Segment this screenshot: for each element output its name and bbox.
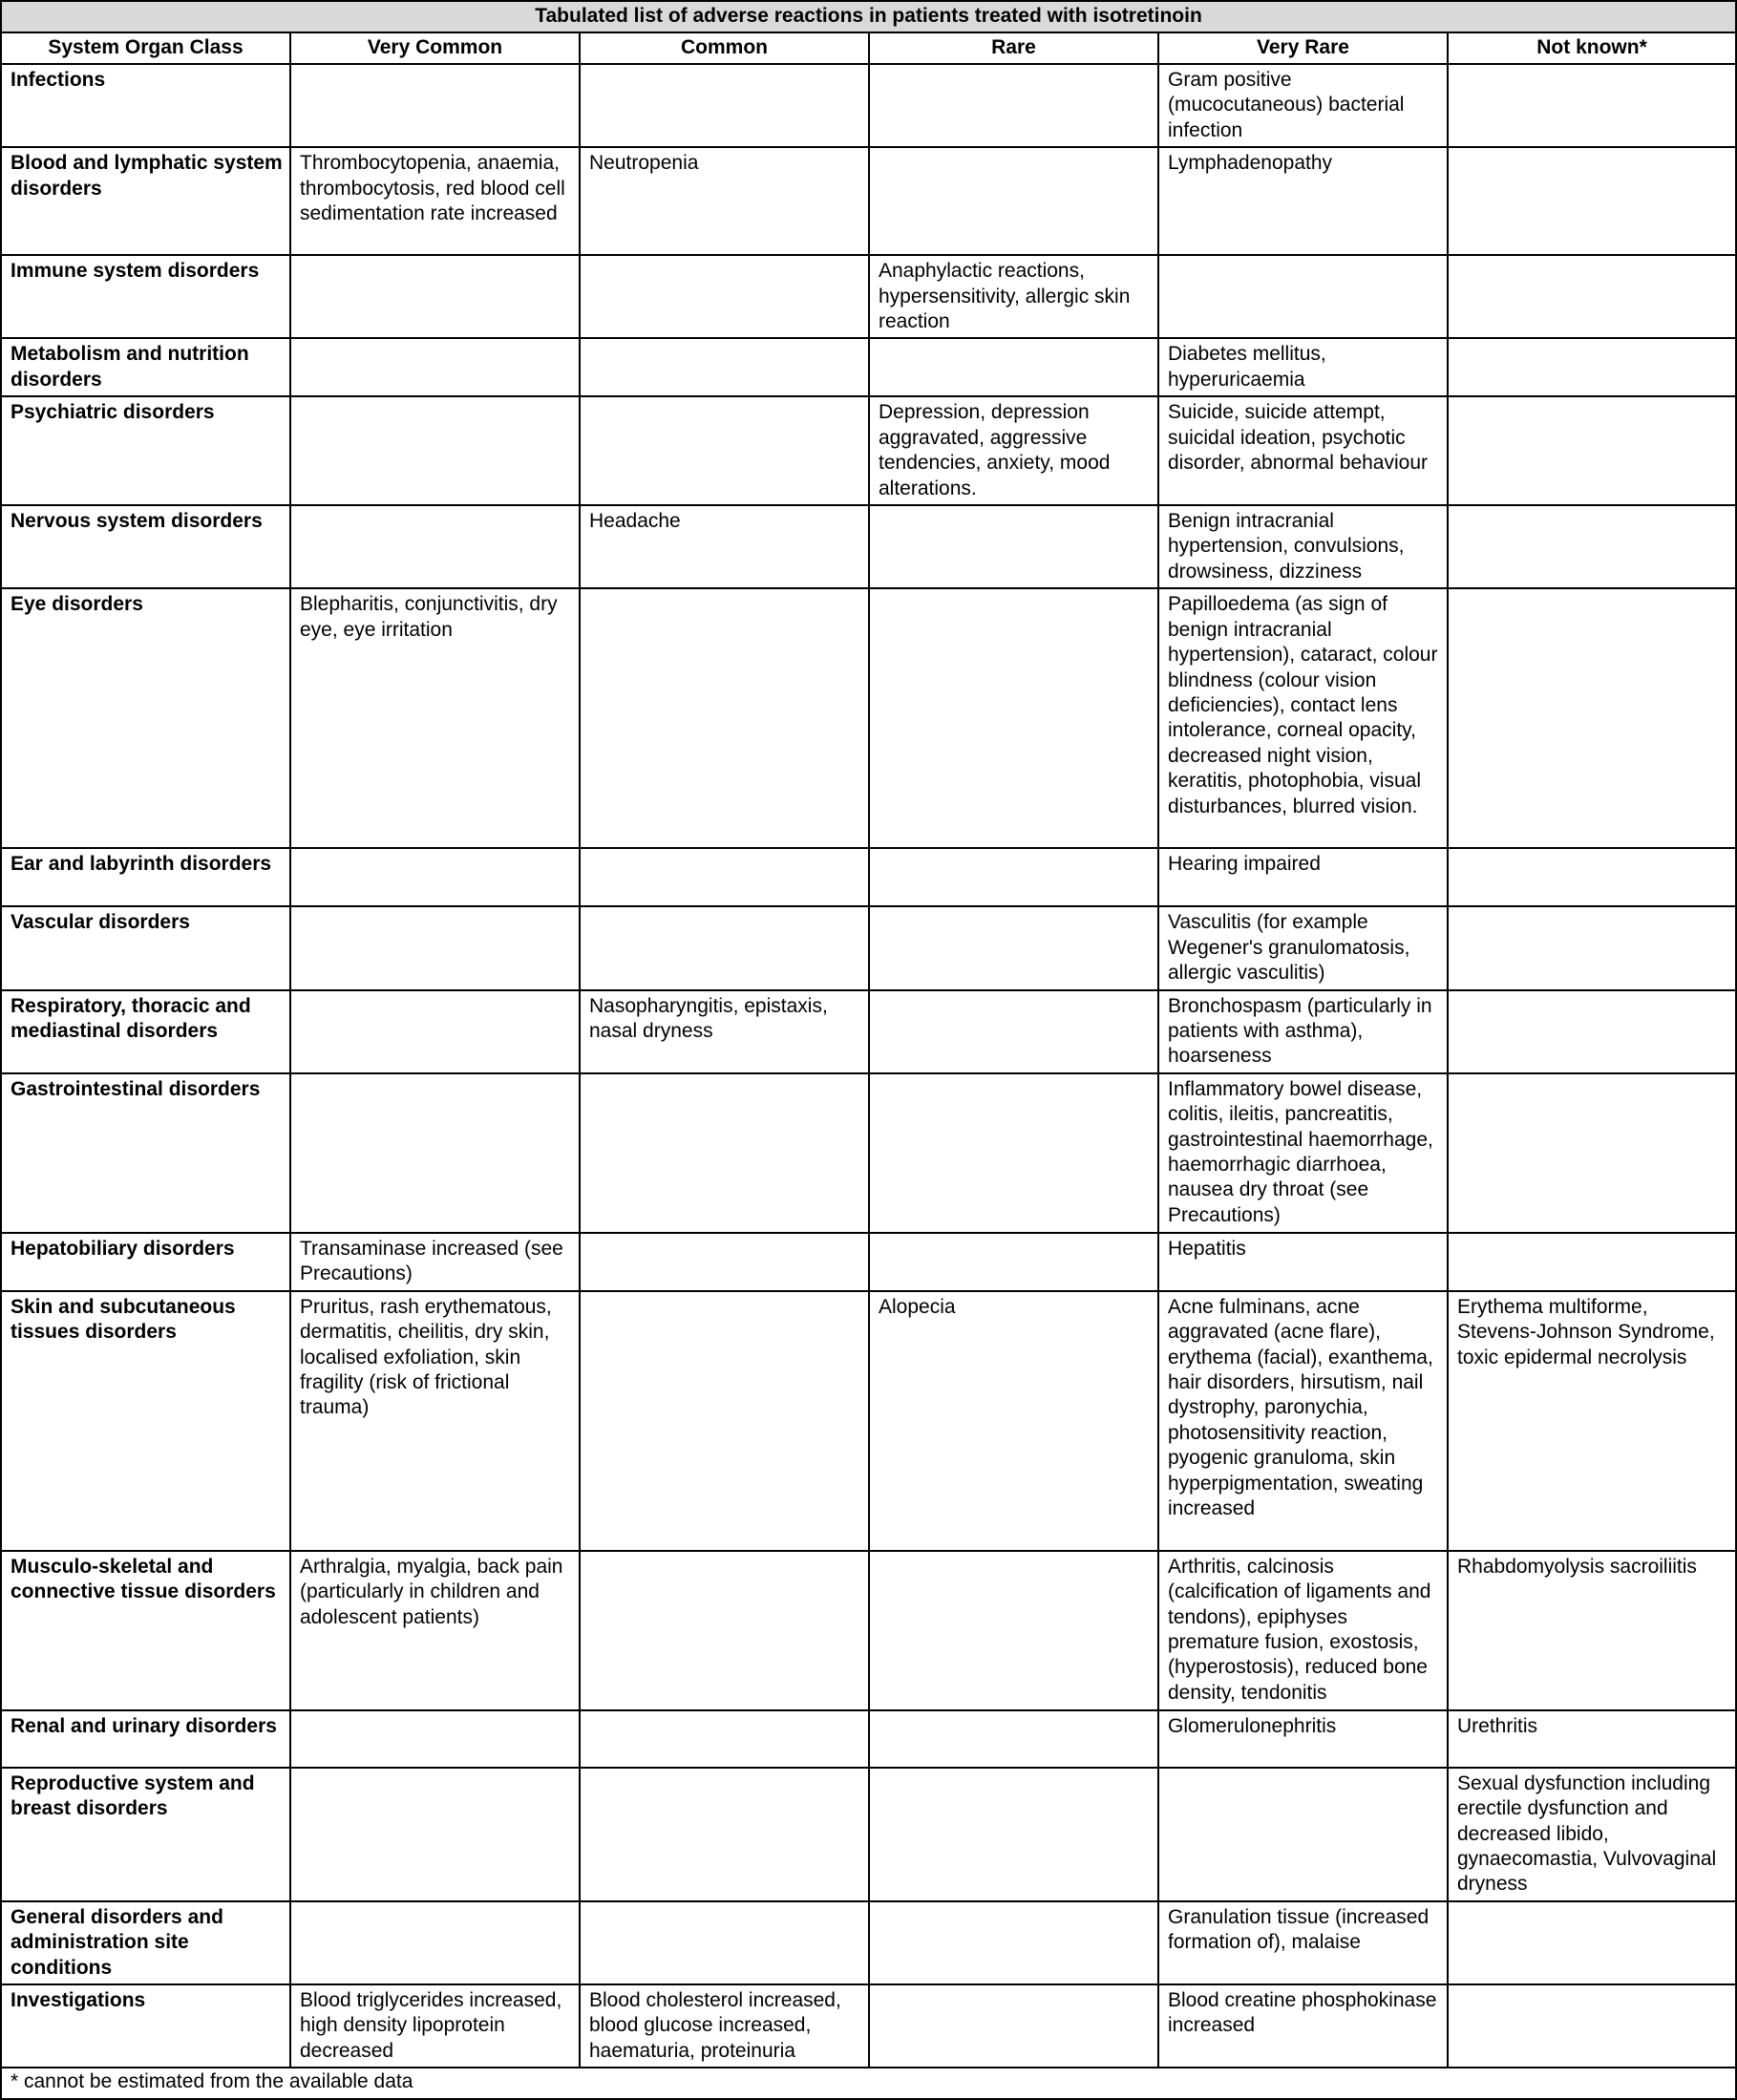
very-common-cell: Thrombocytopenia, anaemia, thrombocytosis, red blood cell sedimentation rate increased [290,147,580,255]
not-known-cell [1448,990,1736,1073]
table-row [1,906,1736,989]
very-rare-cell: Lymphadenopathy [1158,147,1448,255]
very-common-cell: Arthralgia, myalgia, back pain (particularly in children and adolescent patients) [290,1551,580,1710]
soc-cell: Infections [1,64,290,147]
very-rare-cell: Hepatitis [1158,1233,1448,1291]
soc-cell: Musculo-skeletal and connective tissue disorders [1,1551,290,1710]
very-common-cell [290,906,580,989]
not-known-cell [1448,338,1736,396]
very-rare-cell: Acne fulminans, acne aggravated (acne flare), erythema (facial), exanthema, hair disorders, hirsutism, nail dystrophy, paronychia, photosensitivity reaction, pyogenic granuloma, skin hyperpigmentation, sweating increased [1158,1291,1448,1551]
rare-cell [869,848,1158,906]
soc-cell: Skin and subcutaneous tissues disorders [1,1291,290,1551]
soc-cell: Immune system disorders [1,255,290,338]
very-common-cell: Pruritus, rash erythematous, dermatitis, cheilitis, dry skin, localised exfoliation, skin fragility (risk of frictional trauma) [290,1291,580,1551]
not-known-cell [1448,255,1736,338]
common-cell [580,1551,869,1710]
table-row [1,147,1736,255]
soc-cell: Gastrointestinal disorders [1,1073,290,1233]
table-caption-row [1,1,1736,32]
column-header: Common [580,32,869,64]
table-row [1,64,1736,147]
not-known-cell [1448,588,1736,848]
common-cell [580,396,869,505]
very-common-cell [290,396,580,505]
not-known-cell: Erythema multiforme, Stevens-Johnson Syndrome, toxic epidermal necrolysis [1448,1291,1736,1551]
soc-cell: Metabolism and nutrition disorders [1,338,290,396]
rare-cell [869,990,1158,1073]
rare-cell: Depression, depression aggravated, aggressive tendencies, anxiety, mood alterations. [869,396,1158,505]
very-rare-cell: Gram positive (mucocutaneous) bacterial infection [1158,64,1448,147]
not-known-cell [1448,64,1736,147]
very-rare-cell: Granulation tissue (increased formation of), malaise [1158,1901,1448,1984]
common-cell [580,1073,869,1233]
common-cell [580,906,869,989]
table-header-row [1,32,1736,64]
very-rare-cell: Diabetes mellitus, hyperuricaemia [1158,338,1448,396]
table-row [1,1710,1736,1768]
common-cell [580,588,869,848]
rare-cell [869,1710,1158,1768]
very-common-cell [290,848,580,906]
table-row [1,848,1736,906]
soc-cell: Reproductive system and breast disorders [1,1768,290,1901]
common-cell [580,1233,869,1291]
very-rare-cell: Arthritis, calcinosis (calcification of ligaments and tendons), epiphyses premature fusion, exostosis, (hyperostosis), reduced bone density, tendonitis [1158,1551,1448,1710]
table-row [1,338,1736,396]
soc-cell: General disorders and administration site conditions [1,1901,290,1984]
soc-cell: Investigations [1,1984,290,2068]
soc-cell: Psychiatric disorders [1,396,290,505]
table-footnote: * cannot be estimated from the available data [1,2068,1736,2099]
rare-cell: Anaphylactic reactions, hypersensitivity, allergic skin reaction [869,255,1158,338]
table-row [1,1768,1736,1901]
very-common-cell: Transaminase increased (see Precautions) [290,1233,580,1291]
not-known-cell: Sexual dysfunction including erectile dysfunction and decreased libido, gynaecomastia, Vulvovaginal dryness [1448,1768,1736,1901]
not-known-cell: Urethritis [1448,1710,1736,1768]
rare-cell [869,64,1158,147]
common-cell [580,338,869,396]
very-common-cell [290,1073,580,1233]
rare-cell [869,906,1158,989]
column-header: Very Rare [1158,32,1448,64]
column-header: Rare [869,32,1158,64]
very-rare-cell: Hearing impaired [1158,848,1448,906]
soc-cell: Blood and lymphatic system disorders [1,147,290,255]
rare-cell [869,1233,1158,1291]
soc-cell: Hepatobiliary disorders [1,1233,290,1291]
very-common-cell [290,1901,580,1984]
very-common-cell: Blood triglycerides increased, high density lipoprotein decreased [290,1984,580,2068]
very-common-cell [290,1710,580,1768]
rare-cell [869,588,1158,848]
table-row [1,1984,1736,2068]
table-row [1,990,1736,1073]
table-row [1,1901,1736,1984]
rare-cell [869,147,1158,255]
common-cell [580,1768,869,1901]
common-cell [580,255,869,338]
not-known-cell [1448,906,1736,989]
very-rare-cell: Inflammatory bowel disease, colitis, ileitis, pancreatitis, gastrointestinal haemorrhage, haemorrhagic diarrhoea, nausea dry throat (see Precautions) [1158,1073,1448,1233]
rare-cell [869,1901,1158,1984]
table-row [1,588,1736,848]
very-rare-cell: Papilloedema (as sign of benign intracranial hypertension), cataract, colour blindness (colour vision deficiencies), contact lens intolerance, corneal opacity, decreased night vision, keratitis, photophobia, visual disturbances, blurred vision. [1158,588,1448,848]
rare-cell [869,1768,1158,1901]
table-caption: Tabulated list of adverse reactions in patients treated with isotretinoin [1,1,1736,32]
not-known-cell [1448,396,1736,505]
common-cell [580,848,869,906]
very-rare-cell: Glomerulonephritis [1158,1710,1448,1768]
rare-cell [869,338,1158,396]
common-cell [580,64,869,147]
not-known-cell [1448,848,1736,906]
common-cell: Blood cholesterol increased, blood glucose increased, haematuria, proteinuria [580,1984,869,2068]
not-known-cell: Rhabdomyolysis sacroiliitis [1448,1551,1736,1710]
not-known-cell [1448,1233,1736,1291]
common-cell: Nasopharyngitis, epistaxis, nasal dryness [580,990,869,1073]
very-common-cell [290,505,580,588]
soc-cell: Nervous system disorders [1,505,290,588]
soc-cell: Vascular disorders [1,906,290,989]
very-common-cell [290,64,580,147]
common-cell [580,1291,869,1551]
rare-cell [869,505,1158,588]
common-cell [580,1710,869,1768]
table-row [1,255,1736,338]
table-row [1,396,1736,505]
table-row [1,1233,1736,1291]
table-row [1,505,1736,588]
column-header: Not known* [1448,32,1736,64]
very-rare-cell [1158,255,1448,338]
very-rare-cell: Benign intracranial hypertension, convulsions, drowsiness, dizziness [1158,505,1448,588]
soc-cell: Eye disorders [1,588,290,848]
table-row [1,1073,1736,1233]
very-rare-cell: Vasculitis (for example Wegener's granulomatosis, allergic vasculitis) [1158,906,1448,989]
soc-cell: Renal and urinary disorders [1,1710,290,1768]
soc-cell: Ear and labyrinth disorders [1,848,290,906]
rare-cell [869,1984,1158,2068]
very-rare-cell: Suicide, suicide attempt, suicidal ideation, psychotic disorder, abnormal behaviour [1158,396,1448,505]
rare-cell: Alopecia [869,1291,1158,1551]
common-cell: Headache [580,505,869,588]
table-row [1,1291,1736,1551]
soc-cell: Respiratory, thoracic and mediastinal disorders [1,990,290,1073]
very-common-cell [290,1768,580,1901]
not-known-cell [1448,147,1736,255]
very-rare-cell: Bronchospasm (particularly in patients with asthma), hoarseness [1158,990,1448,1073]
common-cell: Neutropenia [580,147,869,255]
rare-cell [869,1551,1158,1710]
not-known-cell [1448,1073,1736,1233]
very-rare-cell: Blood creatine phosphokinase increased [1158,1984,1448,2068]
very-rare-cell [1158,1768,1448,1901]
not-known-cell [1448,1984,1736,2068]
not-known-cell [1448,1901,1736,1984]
not-known-cell [1448,505,1736,588]
rare-cell [869,1073,1158,1233]
column-header: Very Common [290,32,580,64]
very-common-cell [290,990,580,1073]
very-common-cell: Blepharitis, conjunctivitis, dry eye, eye irritation [290,588,580,848]
footnote-row [1,2068,1736,2099]
very-common-cell [290,255,580,338]
column-header: System Organ Class [1,32,290,64]
very-common-cell [290,338,580,396]
common-cell [580,1901,869,1984]
table-row [1,1551,1736,1710]
